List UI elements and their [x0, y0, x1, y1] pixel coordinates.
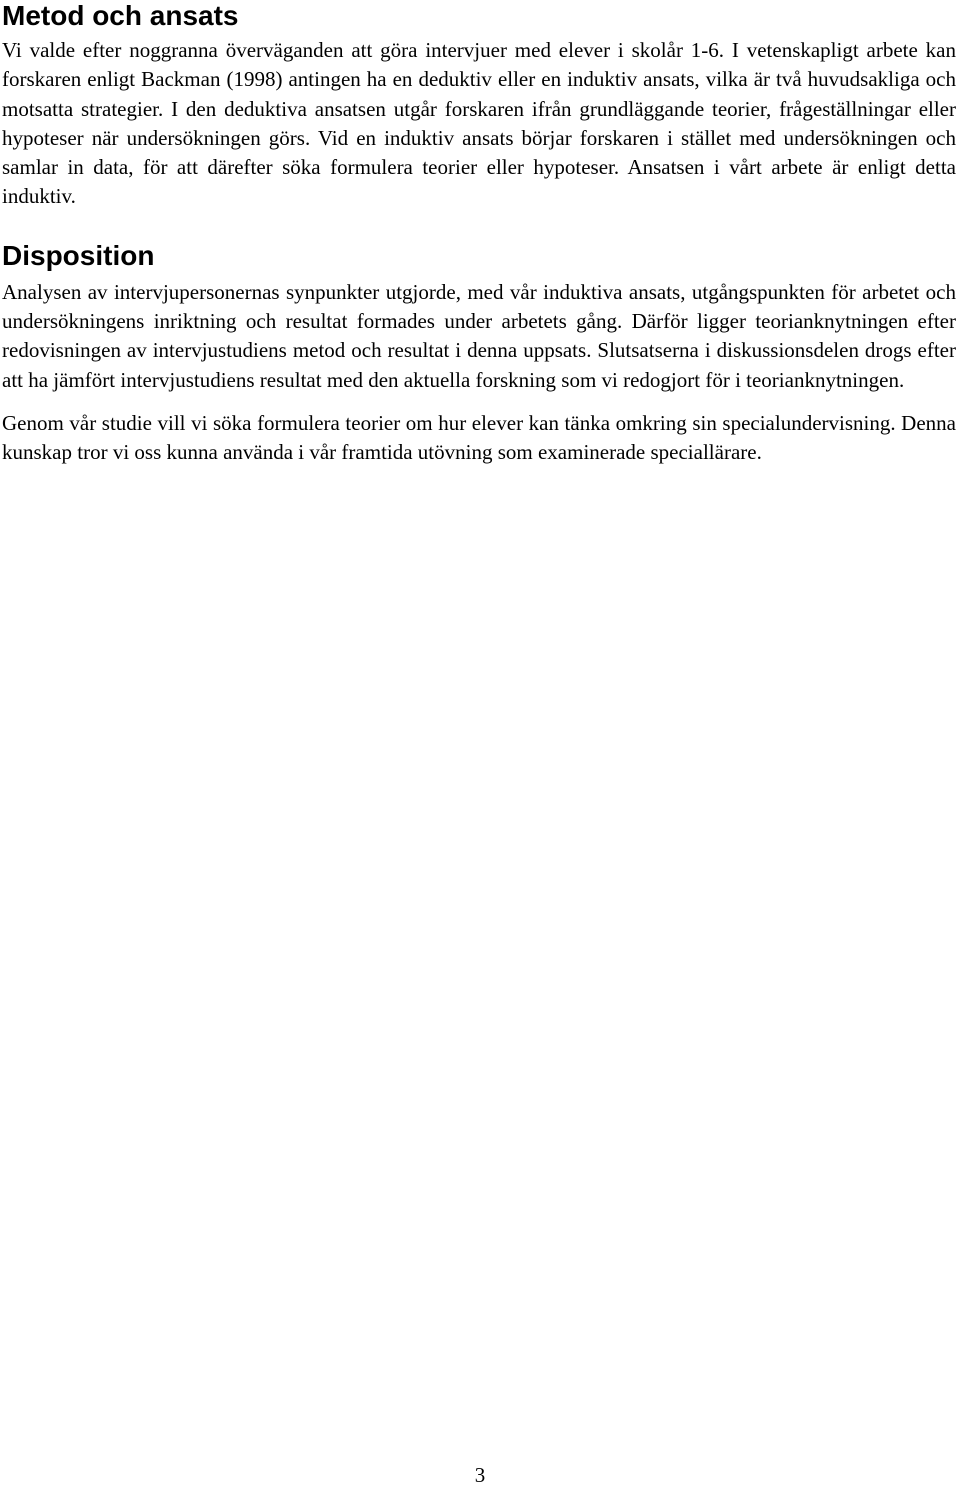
section-heading-disposition: Disposition [2, 239, 155, 271]
page-number: 3 [474, 1463, 486, 1487]
section-heading-metod-och-ansats: Metod och ansats [2, 0, 239, 31]
paragraph-disposition-1: Analysen av intervjupersonernas synpunkter utgjorde, med vår induktiva ansats, utgångspunkten för arbetet och undersökningens inriktning och resultat formades under arbetets gång. Därför ligger teorianknytningen efter redovisningen av intervjustudiens metod och resultat i denna uppsats. Slutsatserna i diskussionsdelen drogs efter att ha jämfört intervjustudiens resultat med den aktuella forskning som vi redogjort för i teorianknytningen. [2, 279, 956, 392]
document-page [2, 0, 956, 468]
paragraph-disposition-2: Genom vår studie vill vi söka formulera teorier om hur elever kan tänka omkring sin specialundervisning. Denna kunskap tror vi oss kunna använda i vår framtida utövning som examinerade speciallärare. [2, 410, 956, 465]
paragraph-metod-och-ansats: Vi valde efter noggranna överväganden att göra intervjuer med elever i skolår 1-6. I vetenskapligt arbete kan forskaren enligt Backman (1998) antingen ha en deduktiv eller en induktiv ansats, vilka är två huvudsakliga och motsatta strategier. I den deduktiva ansatsen utgår forskaren ifrån grundläggande teorier, frågeställningar eller hypoteser när undersökningen görs. Vid en induktiv ansats börjar forskaren i stället med undersökningen och samlar in data, för att därefter söka formulera teorier eller hypoteser. Ansatsen i vårt arbete är enligt detta induktiv. [2, 38, 956, 209]
